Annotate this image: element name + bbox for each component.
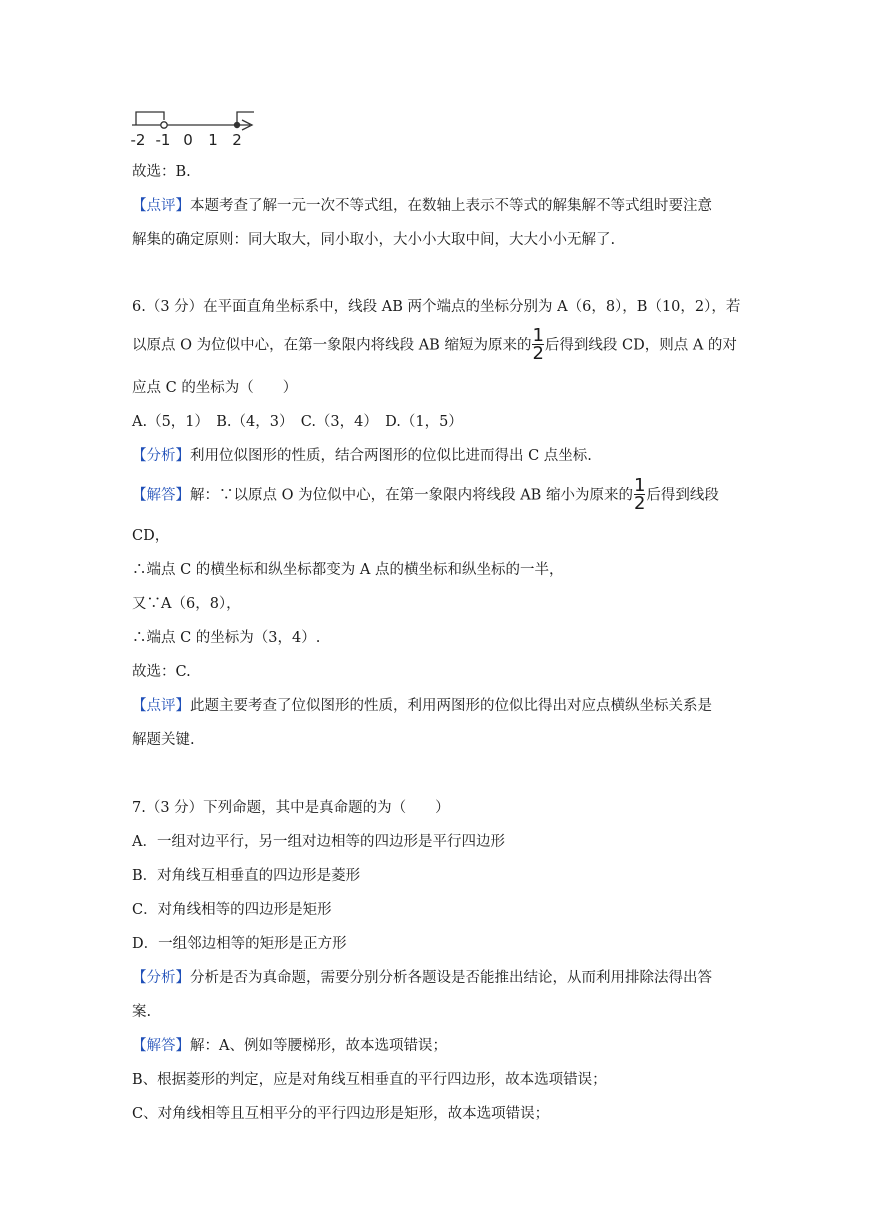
q7-option-b: B．对角线互相垂直的四边形是菱形 xyxy=(132,868,361,884)
q7-solution-line-2: B、根据菱形的判定，应是对角线互相垂直的平行四边形，故本选项错误； xyxy=(132,1072,607,1088)
analysis-text: 分析是否为真命题，需要分别分析各题设是否能推出结论，从而利用排除法得出答 xyxy=(190,970,712,986)
q6-solution-line-4: 又∵A（6，8）， xyxy=(132,596,241,612)
prev-comment-line-1 xyxy=(132,194,712,215)
solution-bracket-left xyxy=(136,112,164,125)
comment-tag: 【点评】 xyxy=(132,198,190,214)
comment-text: 此题主要考查了位似图形的性质，利用两图形的位似比得出对应点横纵坐标关系是 xyxy=(190,698,712,714)
prev-answer: 故选：B. xyxy=(132,164,191,180)
analysis-tag: 【分析】 xyxy=(132,970,190,986)
q7-analysis-line-2: 案. xyxy=(132,1004,152,1020)
solution-text: 解：A、例如等腰梯形，故本选项错误； xyxy=(190,1038,447,1054)
fraction-denominator: 2 xyxy=(532,343,544,364)
comment-text: 本题考查了解一元一次不等式组，在数轴上表示不等式的解集解不等式组时要注意 xyxy=(190,198,712,214)
q6-stem-text: 以原点 O 为位似中心，在第一象限内将线段 AB 缩短为原来的 xyxy=(132,337,532,354)
analysis-tag: 【分析】 xyxy=(132,448,190,464)
q6-stem-line-2 xyxy=(132,325,737,364)
fraction-denominator: 2 xyxy=(633,493,646,514)
q6-analysis xyxy=(132,444,592,465)
solution-text: 后得到线段 xyxy=(646,487,719,504)
q6-solution-line-3: ∴端点 C 的横坐标和纵坐标都变为 A 点的横坐标和纵坐标的一半， xyxy=(132,562,564,578)
q7-solution-line-1 xyxy=(132,1034,447,1055)
fraction-numerator: 1 xyxy=(532,325,544,346)
closed-point-2 xyxy=(234,122,240,128)
fraction-numerator: 1 xyxy=(633,475,646,496)
tick-label: 2 xyxy=(232,131,242,149)
prev-comment-line-2: 解集的确定原则：同大取大，同小取小，大小小大取中间，大大小小无解了. xyxy=(132,232,616,248)
tick-label: -1 xyxy=(155,131,171,149)
q6-stem-line-1: 6.（3 分）在平面直角坐标系中，线段 AB 两个端点的坐标分别为 A（6，8），B（10，2），若 xyxy=(132,299,741,315)
q6-stem-line-3: 应点 C 的坐标为（ ） xyxy=(132,380,298,396)
tick-label: 0 xyxy=(183,131,193,149)
q7-option-a: A．一组对边平行，另一组对边相等的四边形是平行四边形 xyxy=(132,834,505,850)
comment-tag: 【点评】 xyxy=(132,698,190,714)
q6-answer: 故选：C. xyxy=(132,664,191,680)
solution-tag: 【解答】 xyxy=(132,1038,190,1054)
q7-solution-line-3: C、对角线相等且互相平分的平行四边形是矩形，故本选项错误； xyxy=(132,1106,550,1122)
q6-solution-line-1 xyxy=(132,475,719,514)
fraction-one-half xyxy=(532,325,544,364)
q7-stem: 7.（3 分）下列命题，其中是真命题的为（ ） xyxy=(132,800,450,816)
analysis-text: 利用位似图形的性质，结合两图形的位似比进而得出 C 点坐标. xyxy=(190,448,592,464)
tick-label: -2 xyxy=(130,131,146,149)
q7-option-d: D．一组邻边相等的矩形是正方形 xyxy=(132,936,347,952)
solution-tag: 【解答】 xyxy=(132,487,190,504)
open-point-minus-1 xyxy=(161,122,167,128)
q7-analysis-line-1 xyxy=(132,966,712,987)
q6-stem-text: 后得到线段 CD，则点 A 的对 xyxy=(544,337,737,354)
q6-options: A.（5，1） B.（4，3） C.（3，4） D.（1，5） xyxy=(132,414,463,430)
q6-comment-line-1 xyxy=(132,694,712,715)
q7-option-c: C．对角线相等的四边形是矩形 xyxy=(132,902,332,918)
q6-solution-line-5: ∴端点 C 的坐标为（3，4）. xyxy=(132,630,321,646)
tick-label: 1 xyxy=(208,131,218,149)
fraction-one-half xyxy=(633,475,646,514)
solution-bracket-right xyxy=(237,112,254,125)
q6-comment-line-2: 解题关键. xyxy=(132,732,195,748)
solution-text: 解：∵以原点 O 为位似中心，在第一象限内将线段 AB 缩小为原来的 xyxy=(190,487,633,504)
number-line-figure xyxy=(128,106,268,150)
q6-solution-line-2: CD， xyxy=(132,528,170,544)
